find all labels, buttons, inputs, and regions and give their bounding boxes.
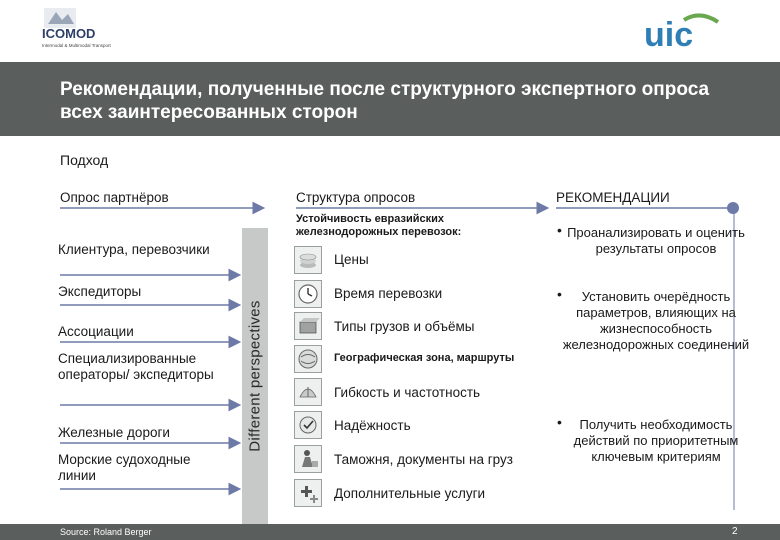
stakeholder-clients: Клиентура, перевозчики — [58, 242, 210, 257]
globe-icon — [294, 345, 322, 373]
page-title: Рекомендации, полученные после структурного экспертного опроса всех заинтересованных сторон — [60, 79, 710, 123]
column-heading-structure: Структура опросов — [296, 190, 416, 205]
recommendation-2: Установить очерёдность параметров, влияющих на жизнеспособность железнодорожных соединений — [562, 289, 750, 352]
criterion-cargo-types: Типы грузов и объёмы — [334, 319, 475, 334]
cargo-icon — [294, 312, 322, 340]
stakeholder-associations: Ассоциации — [58, 324, 134, 339]
source-note: Source: Roland Berger — [60, 527, 152, 537]
bullet-icon: • — [557, 222, 562, 238]
criterion-customs: Таможня, документы на груз — [334, 452, 513, 467]
stakeholder-railways: Железные дороги — [58, 425, 170, 440]
customs-icon — [294, 445, 322, 473]
stakeholder-forwarders: Экспедиторы — [58, 284, 142, 299]
criterion-transit-time: Время перевозки — [334, 286, 443, 301]
flexibility-icon — [294, 378, 322, 406]
uic-logo-text: uic — [644, 16, 694, 54]
criterion-additional-services: Дополнительные услуги — [334, 486, 486, 501]
clock-icon — [294, 280, 322, 308]
recommendation-1: Проанализировать и оценить результаты опросов — [567, 225, 745, 256]
sustainability-heading: Устойчивость евразийских железнодорожных перевозок: — [296, 213, 462, 238]
stakeholder-shipping-lines: Морские судоходные линии — [58, 452, 191, 483]
recommendation-3: Получить необходимость действий по приоритетным ключевым критериям — [573, 417, 739, 464]
criterion-reliability: Надёжность — [334, 418, 411, 433]
criterion-flexibility: Гибкость и частотность — [334, 385, 481, 400]
page-number: 2 — [732, 526, 738, 537]
coins-icon — [294, 246, 322, 274]
column-heading-recommendations: РЕКОМЕНДАЦИИ — [556, 190, 670, 205]
bullet-icon: • — [557, 414, 562, 430]
stakeholder-specialized-operators: Специализированные операторы/ экспедиторы — [58, 351, 214, 382]
icomod-logo-text: ICOMOD — [42, 26, 96, 41]
criterion-geography: Географическая зона, маршруты — [334, 352, 515, 364]
criterion-price: Цены — [334, 252, 369, 267]
column-heading-partners: Опрос партнёров — [60, 190, 169, 205]
reliability-icon — [294, 411, 322, 439]
bullet-icon: • — [557, 286, 562, 302]
plus-services-icon — [294, 479, 322, 507]
approach-label: Подход — [60, 152, 109, 168]
icomod-logo-subtitle: Intermodal & Multimodal Transport — [42, 43, 111, 48]
recommendations-endpoint — [727, 202, 739, 214]
perspectives-label: Different perspectives — [246, 300, 264, 452]
